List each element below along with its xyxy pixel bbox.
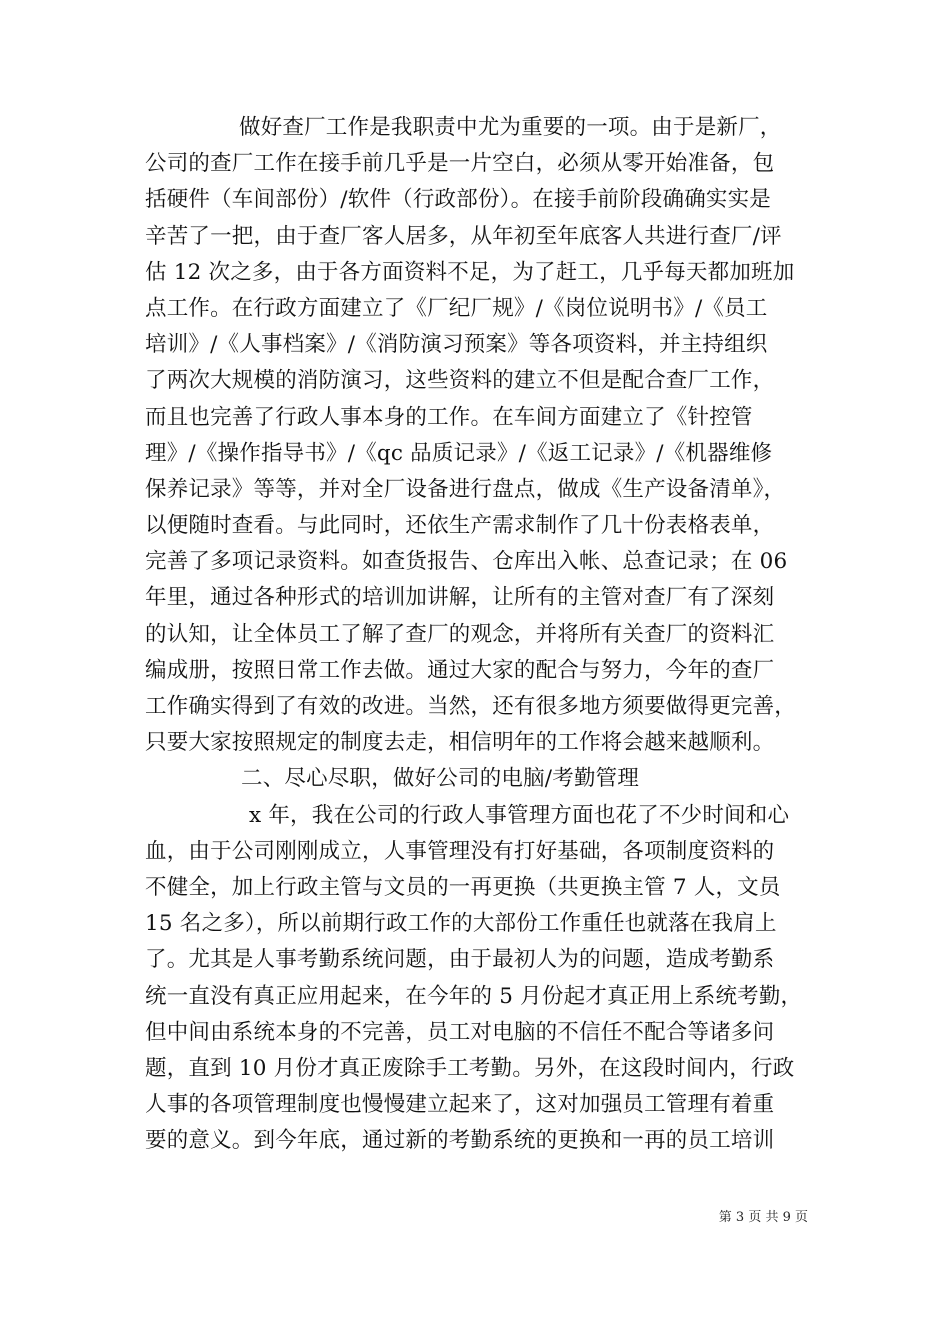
text-line: 辛苦了一把，由于查厂客人居多，从年初至年底客人共进行查厂/评	[145, 223, 782, 249]
section-heading: 二、尽心尽职，做好公司的电脑/考勤管理	[241, 766, 640, 792]
paragraph-attendance-management	[145, 798, 810, 1160]
text-line: 做好查厂工作是我职责中尤为重要的一项。由于是新厂，	[239, 115, 782, 140]
text-line: 题，直到 10 月份才真正废除手工考勤。另外，在这段时间内，行政	[145, 1055, 795, 1081]
text-line: 但中间由系统本身的不完善，员工对电脑的不信任不配合等诸多问	[145, 1019, 775, 1045]
text-line: 要的意义。到今年底，通过新的考勤系统的更换和一再的员工培训	[145, 1128, 775, 1154]
text-line: 人事的各项管理制度也慢慢建立起来了，这对加强员工管理有着重	[145, 1092, 775, 1118]
text-line: 而且也完善了行政人事本身的工作。在车间方面建立了《针控管	[145, 404, 753, 430]
text-line: 点工作。在行政方面建立了《厂纪厂规》/《岗位说明书》/《员工	[145, 295, 768, 321]
text-line: 只要大家按照规定的制度去走，相信明年的工作将会越来越顺利。	[145, 730, 775, 756]
text-line: 年里，通过各种形式的培训加讲解，让所有的主管对查厂有了深刻	[145, 585, 775, 611]
page-number-footer: 第 3 页 共 9 页	[718, 1210, 808, 1225]
text-line: 保养记录》等等，并对全厂设备进行盘点，做成《生产设备清单》，	[145, 476, 786, 502]
text-line: 工作确实得到了有效的改进。当然，还有很多地方须要做得更完善，	[145, 694, 797, 719]
text-line: 编成册，按照日常工作去做。通过大家的配合与努力，今年的查厂	[145, 657, 775, 683]
text-line: 血，由于公司刚刚成立，人事管理没有打好基础，各项制度资料的	[145, 838, 775, 864]
text-line: 了。尤其是人事考勤系统问题，由于最初人为的问题，造成考勤系	[145, 947, 775, 973]
text-line: 括硬件（车间部份）/软件（行政部份）。在接手前阶段确确实实是	[145, 187, 771, 213]
text-line: 15 名之多），所以前期行政工作的大部份工作重任也就落在我肩上	[145, 911, 777, 937]
text-line: 公司的查厂工作在接手前几乎是一片空白，必须从零开始准备，包	[145, 151, 775, 177]
text-line: 完善了多项记录资料。如查货报告、仓库出入帐、总查记录；在 06	[145, 549, 788, 575]
text-line: 以便随时查看。与此同时，还依生产需求制作了几十份表格表单，	[145, 513, 775, 539]
text-line: 估 12 次之多，由于各方面资料不足，为了赶工，几乎每天都加班加	[145, 259, 795, 285]
text-line: 不健全，加上行政主管与文员的一再更换（共更换主管 7 人，文员	[145, 874, 781, 900]
text-line: 的认知，让全体员工了解了查厂的观念，并将所有关查厂的资料汇	[145, 621, 775, 647]
text-line: 培训》/《人事档案》/《消防演习预案》等各项资料，并主持组织	[145, 332, 768, 358]
text-line: x 年，我在公司的行政人事管理方面也花了不少时间和心	[249, 802, 790, 828]
body-text	[145, 110, 810, 1159]
text-line: 统一直没有真正应用起来，在今年的 5 月份起才真正用上系统考勤，	[145, 983, 803, 1009]
text-line: 了两次大规模的消防演习，这些资料的建立不但是配合查厂工作，	[145, 368, 775, 394]
text-line: 理》/《操作指导书》/《qc 品质记录》/《返工记录》/《机器维修	[145, 440, 773, 466]
paragraph-inspection-work	[145, 110, 810, 761]
